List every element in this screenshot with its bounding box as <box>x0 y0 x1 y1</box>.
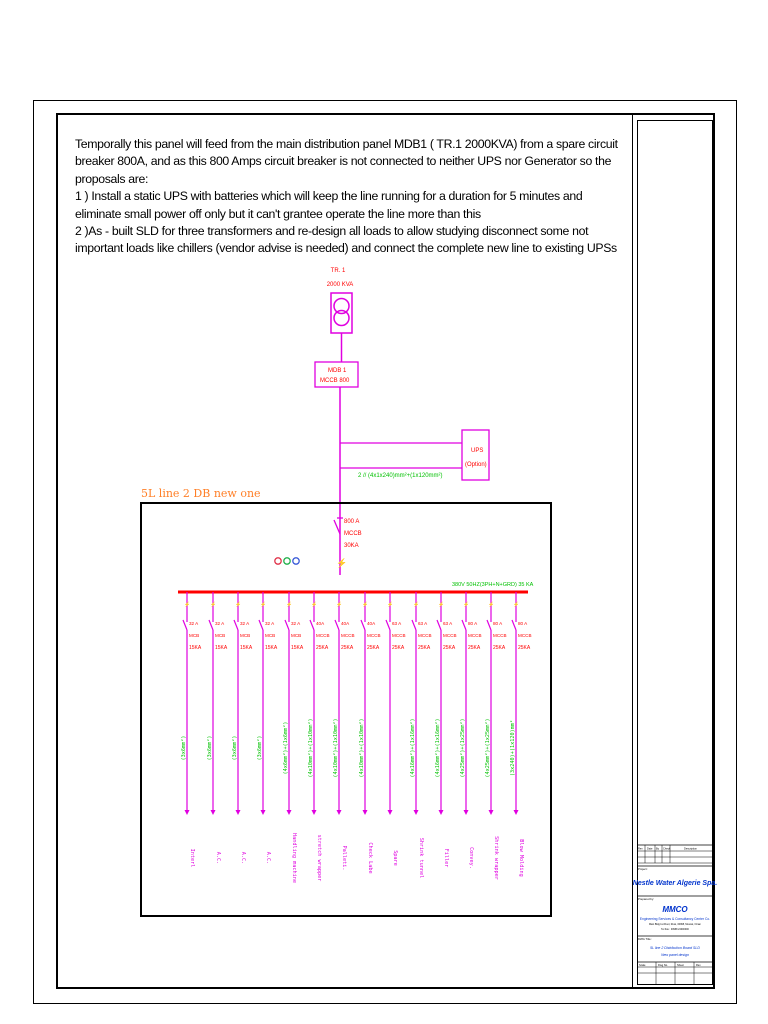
company-phone: Tel Fax : 00968 24000000 <box>661 928 689 931</box>
feeder-ka: 25KA <box>392 645 405 651</box>
transformer-rating: 2000 KVA <box>326 282 354 288</box>
prepared-by-label: Prepared by: <box>638 897 655 901</box>
main-breaker-trip-icon: ⚡ <box>336 558 348 568</box>
title-block <box>633 845 717 985</box>
feeder-load: Convey. <box>468 847 474 869</box>
feeder-ka: 25KA <box>493 645 506 651</box>
feeder-rating: 32 A <box>291 621 301 626</box>
feeder-breaker-type: MCCB <box>443 633 457 638</box>
main-breaker-symbol <box>334 518 343 534</box>
feeder-trip-icon: ⚡ <box>387 602 394 608</box>
feeder-rating: 63 A <box>443 621 453 626</box>
indicator-lamps <box>275 558 299 564</box>
feeder-trip-icon: ⚡ <box>210 602 217 608</box>
rev-header-date: Date <box>647 847 653 851</box>
feeder-cable: (4x6mm²)+(1x6mm²) <box>283 721 289 775</box>
feeder-breaker-type: MCCB <box>316 633 330 638</box>
feeder-ka: 25KA <box>367 645 380 651</box>
feeder-cable: (4x25mm²)+(1x25mm²) <box>460 718 466 778</box>
feeder-rating: 80 A <box>518 621 528 626</box>
note-intro: Temporally this panel will feed from the main distribution panel MDB1 ( TR.1 2000KVA) from a spare circuit breaker 800A, and as this 800 Amps circuit breaker is not connected to neither UPS nor Generator so the proposals are: <box>75 137 618 186</box>
feeder-breaker-type: MCCB <box>418 633 432 638</box>
feeder-ka: 25KA <box>316 645 329 651</box>
feeder-breaker-type: MCCB <box>493 633 507 638</box>
feeder-ka: 25KA <box>468 645 481 651</box>
main-breaker-type: MCCB <box>344 531 362 537</box>
feeder-trip-icon: ⚡ <box>513 602 520 608</box>
feeder-arrow-icon <box>439 810 444 815</box>
feeder-arrow-icon <box>236 810 241 815</box>
feeder-breaker-type: MCCB <box>468 633 482 638</box>
indicator-lamp-green-icon <box>284 558 290 564</box>
rev-header-check: Check <box>663 847 671 851</box>
feeder-arrow-icon <box>211 810 216 815</box>
drawing-title-label: DWG Title: <box>638 937 652 941</box>
feeder-trip-icon: ⚡ <box>184 602 191 608</box>
feeder-rating: 80 A <box>493 621 503 626</box>
feeder-cable: (4x16mm²)+(1x16mm²) <box>435 718 441 778</box>
rev-header-description: Description <box>684 847 697 851</box>
feeder-breaker-type: MCB <box>240 633 251 638</box>
feeder-arrow-icon <box>185 810 190 815</box>
feeder-arrow-icon <box>287 810 292 815</box>
feeder-cable: (3x6mm²) <box>257 735 263 761</box>
feeder-rating: 40A <box>341 621 350 626</box>
feeder-breaker-type: MCB <box>215 633 226 638</box>
feeder-ka: 15KA <box>265 645 278 651</box>
mdb1-label: MDB 1 <box>328 368 347 374</box>
feeder-trip-icon: ⚡ <box>488 602 495 608</box>
feeder-cable-label: 2 // (4x1x240)mm²+(1x120mm²) <box>358 473 443 479</box>
footer-rev: Rev <box>696 964 701 967</box>
main-breaker-ka: 30KA <box>344 543 359 549</box>
note-proposal-2: 2 )As - built SLD for three transformers and re-design all loads to allow studying disconnect some not important loads like chillers (vendor advise is needed) and connect the complete new line to existing UPSs <box>75 224 617 256</box>
footer-sheet: Sheet <box>677 964 684 967</box>
feeder-ka: 15KA <box>215 645 228 651</box>
feeder-ka: 25KA <box>341 645 354 651</box>
company-address: Main Bldg 1st Floor, Ruwi, 00968, Muscat, Oman <box>649 923 701 926</box>
rev-header-rev: Rev <box>638 847 643 851</box>
transformer-symbol <box>331 293 352 333</box>
feeder-circuits <box>181 592 532 883</box>
feeder-load: Palleti. <box>341 845 347 871</box>
feeder-cable: (4x10mm²)+(1x10mm²) <box>333 718 339 778</box>
feeder-load: Spare <box>392 850 398 866</box>
feeder-load: Filler <box>443 848 449 868</box>
company-name: Engineering Services & Consultancy Center Co. <box>639 917 711 921</box>
feeder-breaker-type: MCB <box>291 633 302 638</box>
feeder-breaker-type: MCB <box>189 633 200 638</box>
feeder-cable: (3x6mm²) <box>232 735 238 761</box>
feeder-cable: (3x6mm²) <box>207 735 213 761</box>
feeder-arrow-icon <box>464 810 469 815</box>
feeder-load: A.C. <box>265 851 271 865</box>
feeder-trip-icon: ⚡ <box>286 602 293 608</box>
drawing-title: 5L line 2 Distribution Board SLD <box>650 946 700 950</box>
feeder-arrow-icon <box>388 810 393 815</box>
feeder-trip-icon: ⚡ <box>235 602 242 608</box>
feeder-trip-icon: ⚡ <box>362 602 369 608</box>
feeder-rating: 32 A <box>240 621 250 626</box>
feeder-ka: 15KA <box>189 645 202 651</box>
feeder-arrow-icon <box>261 810 266 815</box>
feeder-load: Shrink wrapper <box>493 836 499 880</box>
feeder-arrow-icon <box>414 810 419 815</box>
project-label: Project: <box>638 867 648 871</box>
feeder-load: Interl <box>189 848 195 868</box>
panel-title: 5L line 2 DB new one <box>141 487 261 500</box>
indicator-lamp-blue-icon <box>293 558 299 564</box>
feeder-load: Blow Molding <box>518 839 524 877</box>
feeder-rating: 63 A <box>418 621 428 626</box>
ups-label: UPS <box>471 448 484 454</box>
feeder-cable: (3x6mm²) <box>181 735 187 761</box>
feeder-cable: (3x240)+(1x120)mm² <box>510 719 516 777</box>
drawing-subtitle: New panel design <box>661 953 689 957</box>
feeder-arrow-icon <box>489 810 494 815</box>
feeder-cable: (4x10mm²)+(1x10mm²) <box>359 718 365 778</box>
feeder-cable: (4x16mm²)+(1x16mm²) <box>410 718 416 778</box>
main-breaker-rating: 800 A <box>344 519 360 525</box>
feeder-load: stretch wrapper <box>316 834 322 882</box>
feeder-load: Handling machine <box>291 833 297 883</box>
feeder-load: Check Labe <box>367 842 373 874</box>
feeder-arrow-icon <box>312 810 317 815</box>
company-logo: MMCO <box>662 905 688 914</box>
feeder-breaker-type: MCCB <box>392 633 406 638</box>
feeder-load: A.C. <box>215 851 221 865</box>
ups-option: (Option) <box>465 462 487 468</box>
feeder-breaker-type: MCCB <box>518 633 532 638</box>
feeder-breaker-type: MCCB <box>341 633 355 638</box>
feeder-trip-icon: ⚡ <box>413 602 420 608</box>
feeder-breaker-type: MCB <box>265 633 276 638</box>
feeder-trip-icon: ⚡ <box>260 602 267 608</box>
feeder-rating: 32 A <box>265 621 275 626</box>
busbar-label: 380V 50HZ(3PH+N+GRD) 35 KA <box>452 582 534 588</box>
feeder-arrow-icon <box>514 810 519 815</box>
feeder-ka: 25KA <box>443 645 456 651</box>
feeder-rating: 32 A <box>215 621 225 626</box>
transformer-label: TR. 1 <box>330 268 346 274</box>
feeder-ka: 25KA <box>518 645 531 651</box>
feeder-ka: 15KA <box>291 645 304 651</box>
footer-scale: Scale <box>639 964 646 967</box>
ups-box <box>462 430 489 480</box>
feeder-cable: (4x10mm²)+(1x10mm²) <box>308 718 314 778</box>
feeder-cable: (4x25mm²)+(1x25mm²) <box>485 718 491 778</box>
feeder-ka: 25KA <box>418 645 431 651</box>
mdb1-breaker: MCCB 800 <box>320 378 350 384</box>
note-proposal-1: 1 ) Install a static UPS with batteries which will keep the line running for a duration for 5 minutes and eliminate small power off only but it can't grantee operate the line more than this <box>75 189 583 221</box>
feeder-load: A.C. <box>240 851 246 865</box>
client-name: Nestle Water Algerie Spa. <box>632 880 718 887</box>
feeder-trip-icon: ⚡ <box>438 602 445 608</box>
feeder-trip-icon: ⚡ <box>336 602 343 608</box>
feeder-rating: 80 A <box>468 621 478 626</box>
feeder-arrow-icon <box>337 810 342 815</box>
indicator-lamp-red-icon <box>275 558 281 564</box>
footer-dwg-no: Dwg No. <box>658 964 668 967</box>
feeder-trip-icon: ⚡ <box>311 602 318 608</box>
feeder-load: Shrink tunnel <box>418 837 424 879</box>
feeder-arrow-icon <box>363 810 368 815</box>
feeder-ka: 15KA <box>240 645 253 651</box>
feeder-breaker-type: MCCB <box>367 633 381 638</box>
feeder-rating: 40A <box>367 621 376 626</box>
feeder-rating: 40A <box>316 621 325 626</box>
rev-header-by: By <box>656 847 660 851</box>
feeder-trip-icon: ⚡ <box>463 602 470 608</box>
feeder-rating: 32 A <box>189 621 199 626</box>
feeder-rating: 63 A <box>392 621 402 626</box>
